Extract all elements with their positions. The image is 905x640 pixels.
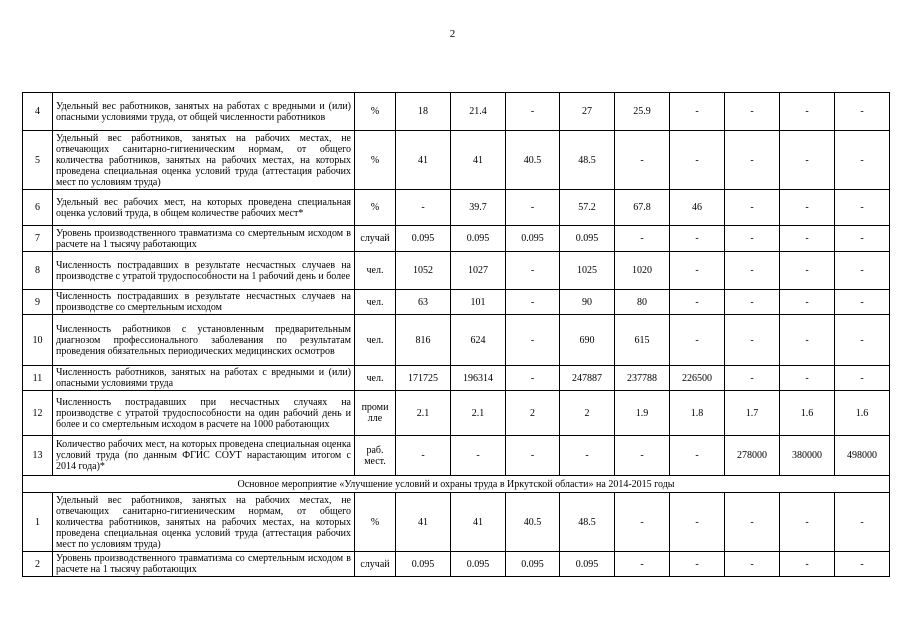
value-cell: 101 (451, 290, 506, 315)
value-cell: 21.4 (451, 93, 506, 131)
value-cell: - (725, 131, 780, 190)
value-cell: 816 (396, 315, 451, 366)
value-cell: - (835, 290, 890, 315)
value-cell: 0.095 (506, 226, 560, 252)
value-cell: 0.095 (451, 552, 506, 577)
value-cell: - (780, 252, 835, 290)
value-cell: - (615, 552, 670, 577)
value-cell: 237788 (615, 366, 670, 391)
value-cell: 1.8 (670, 391, 725, 436)
value-cell: - (615, 131, 670, 190)
value-cell: - (506, 190, 560, 226)
value-cell: 2 (560, 391, 615, 436)
value-cell: 41 (451, 493, 506, 552)
value-cell: - (780, 552, 835, 577)
value-cell: - (835, 190, 890, 226)
value-cell: 2.1 (396, 391, 451, 436)
table-row (23, 315, 890, 366)
value-cell: 18 (396, 93, 451, 131)
table-row (23, 436, 890, 476)
indicator-name: Численность работников с установленным предварительным диагнозом профессионального заболевания по результатам проведения обязательных периодических медицинских осмотров (53, 315, 355, 366)
value-cell: - (670, 290, 725, 315)
value-cell: - (615, 436, 670, 476)
value-cell: - (670, 252, 725, 290)
row-number: 11 (23, 366, 53, 391)
value-cell: 1052 (396, 252, 451, 290)
value-cell: 0.095 (396, 552, 451, 577)
indicator-name: Удельный вес рабочих мест, на которых проведена специальная оценка условий труда, в общем количестве рабочих мест* (53, 190, 355, 226)
value-cell: - (615, 493, 670, 552)
unit-cell: случай (355, 552, 396, 577)
row-number: 9 (23, 290, 53, 315)
table-row (23, 366, 890, 391)
row-number: 7 (23, 226, 53, 252)
table-row (23, 93, 890, 131)
value-cell: 0.095 (451, 226, 506, 252)
value-cell: 615 (615, 315, 670, 366)
value-cell: - (780, 315, 835, 366)
value-cell: 80 (615, 290, 670, 315)
value-cell: 41 (396, 131, 451, 190)
value-cell: - (835, 366, 890, 391)
indicator-name: Уровень производственного травматизма со смертельным исходом в расчете на 1 тысячу работающих (53, 226, 355, 252)
value-cell: 690 (560, 315, 615, 366)
value-cell: - (780, 93, 835, 131)
value-cell: 90 (560, 290, 615, 315)
value-cell: 41 (451, 131, 506, 190)
unit-cell: чел. (355, 252, 396, 290)
indicator-name: Численность пострадавших в результате несчастных случаев на производстве с утратой трудоспособности на 1 рабочий день и более (53, 252, 355, 290)
value-cell: 67.8 (615, 190, 670, 226)
indicator-name: Количество рабочих мест, на которых проведена специальная оценка условий труда (по данным ФГИС СОУТ нарастающим итогом с 2014 года)* (53, 436, 355, 476)
row-number: 2 (23, 552, 53, 577)
value-cell: - (670, 226, 725, 252)
value-cell: - (835, 315, 890, 366)
indicator-name: Удельный вес работников, занятых на рабочих местах, не отвечающих санитарно-гигиеническим нормам, от общего количества работников, занятых на рабочих местах, на которых проведена специальная оценка условий труда (аттестация рабочих мест по условиям труда) (53, 493, 355, 552)
unit-cell: чел. (355, 366, 396, 391)
value-cell: 196314 (451, 366, 506, 391)
value-cell: - (725, 315, 780, 366)
value-cell: - (506, 252, 560, 290)
table-row (23, 552, 890, 577)
value-cell: 1020 (615, 252, 670, 290)
table-row (23, 391, 890, 436)
value-cell: - (835, 493, 890, 552)
value-cell: - (725, 366, 780, 391)
value-cell: - (615, 226, 670, 252)
value-cell: - (725, 226, 780, 252)
row-number: 1 (23, 493, 53, 552)
value-cell: 247887 (560, 366, 615, 391)
unit-cell: % (355, 131, 396, 190)
value-cell: - (670, 315, 725, 366)
value-cell: 1.9 (615, 391, 670, 436)
value-cell: - (725, 552, 780, 577)
value-cell: 0.095 (396, 226, 451, 252)
value-cell: 2 (506, 391, 560, 436)
value-cell: - (835, 93, 890, 131)
value-cell: 57.2 (560, 190, 615, 226)
value-cell: 171725 (396, 366, 451, 391)
indicator-name: Численность пострадавших при несчастных случаях на производстве с утратой трудоспособности на один рабочий день и более и со смертельным исходом в расчете на 1000 работающих (53, 391, 355, 436)
value-cell: - (725, 93, 780, 131)
table-row (23, 252, 890, 290)
section-header-row (23, 476, 890, 493)
table-row (23, 131, 890, 190)
value-cell: 1.6 (780, 391, 835, 436)
value-cell: - (506, 315, 560, 366)
value-cell: - (396, 190, 451, 226)
unit-cell: случай (355, 226, 396, 252)
value-cell: - (670, 131, 725, 190)
table-row (23, 493, 890, 552)
row-number: 4 (23, 93, 53, 131)
value-cell: 41 (396, 493, 451, 552)
value-cell: 624 (451, 315, 506, 366)
value-cell: 0.095 (560, 552, 615, 577)
value-cell: - (506, 290, 560, 315)
value-cell: - (670, 93, 725, 131)
value-cell: - (451, 436, 506, 476)
indicator-name: Удельный вес работников, занятых на работах с вредными и (или) опасными условиями труда, от общей численности работников (53, 93, 355, 131)
unit-cell: чел. (355, 315, 396, 366)
value-cell: - (506, 436, 560, 476)
value-cell: - (780, 131, 835, 190)
value-cell: 278000 (725, 436, 780, 476)
value-cell: 1027 (451, 252, 506, 290)
value-cell: 2.1 (451, 391, 506, 436)
value-cell: - (670, 493, 725, 552)
value-cell: - (396, 436, 451, 476)
value-cell: 1.6 (835, 391, 890, 436)
value-cell: - (835, 226, 890, 252)
value-cell: - (835, 131, 890, 190)
section-header: Основное мероприятие «Улучшение условий и охраны труда в Иркутской области» на 2014-2015 годы (23, 476, 890, 493)
value-cell: 380000 (780, 436, 835, 476)
value-cell: - (670, 552, 725, 577)
row-number: 13 (23, 436, 53, 476)
value-cell: - (725, 290, 780, 315)
unit-cell: % (355, 93, 396, 131)
value-cell: 0.095 (560, 226, 615, 252)
value-cell: - (780, 493, 835, 552)
row-number: 6 (23, 190, 53, 226)
value-cell: - (780, 190, 835, 226)
row-number: 5 (23, 131, 53, 190)
value-cell: 1.7 (725, 391, 780, 436)
value-cell: 63 (396, 290, 451, 315)
row-number: 8 (23, 252, 53, 290)
value-cell: 1025 (560, 252, 615, 290)
value-cell: 40.5 (506, 493, 560, 552)
value-cell: - (506, 93, 560, 131)
unit-cell: проми лле (355, 391, 396, 436)
value-cell: 48.5 (560, 131, 615, 190)
value-cell: - (835, 252, 890, 290)
page-number: 2 (449, 28, 456, 40)
indicator-name: Численность пострадавших в результате несчастных случаев на производстве со смертельным исходом (53, 290, 355, 315)
value-cell: 498000 (835, 436, 890, 476)
indicator-name: Удельный вес работников, занятых на рабочих местах, не отвечающих санитарно-гигиеническим нормам, от общего количества работников, занятых на рабочих местах, на которых проведена специальная оценка условий труда (аттестация рабочих мест по условиям труда) (53, 131, 355, 190)
value-cell: - (780, 366, 835, 391)
indicator-name: Численность работников, занятых на работах с вредными и (или) опасными условиями труда (53, 366, 355, 391)
value-cell: - (725, 493, 780, 552)
table-row (23, 226, 890, 252)
value-cell: 39.7 (451, 190, 506, 226)
value-cell: - (670, 436, 725, 476)
value-cell: 40.5 (506, 131, 560, 190)
value-cell: - (835, 552, 890, 577)
table-row (23, 190, 890, 226)
value-cell: 0.095 (506, 552, 560, 577)
value-cell: - (780, 226, 835, 252)
value-cell: - (560, 436, 615, 476)
value-cell: 48.5 (560, 493, 615, 552)
indicators-table (22, 92, 890, 577)
unit-cell: % (355, 493, 396, 552)
value-cell: 25.9 (615, 93, 670, 131)
row-number: 10 (23, 315, 53, 366)
value-cell: - (725, 252, 780, 290)
value-cell: - (780, 290, 835, 315)
indicator-name: Уровень производственного травматизма со смертельным исходом в расчете на 1 тысячу работающих (53, 552, 355, 577)
value-cell: 27 (560, 93, 615, 131)
row-number: 12 (23, 391, 53, 436)
value-cell: - (506, 366, 560, 391)
unit-cell: % (355, 190, 396, 226)
value-cell: 46 (670, 190, 725, 226)
value-cell: - (725, 190, 780, 226)
table-row (23, 290, 890, 315)
unit-cell: раб. мест. (355, 436, 396, 476)
value-cell: 226500 (670, 366, 725, 391)
unit-cell: чел. (355, 290, 396, 315)
